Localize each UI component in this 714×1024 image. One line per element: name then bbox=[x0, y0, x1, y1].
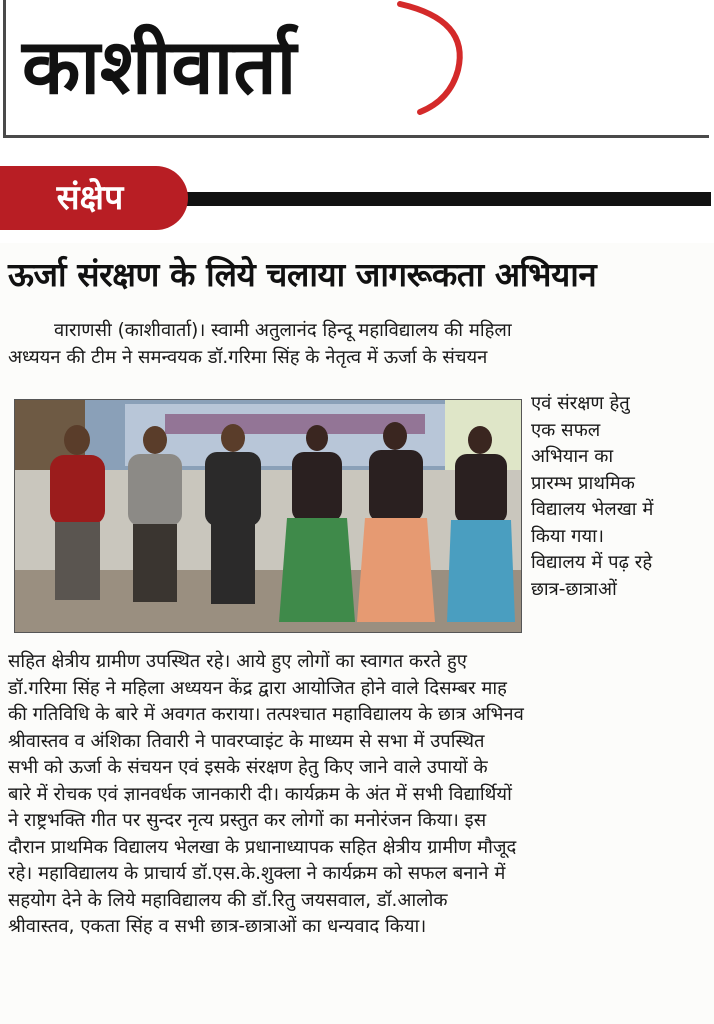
masthead bbox=[0, 0, 714, 145]
body-line: डॉ.गरिमा सिंह ने महिला अध्ययन केंद्र द्वारा आयोजित होने वाले दिसम्बर माह bbox=[8, 677, 507, 699]
section-badge bbox=[0, 166, 188, 230]
intro-line: वाराणसी (काशीवार्ता)। स्वामी अतुलानंद हिन्दू महाविद्यालय की महिला bbox=[54, 320, 512, 341]
article-headline: ऊर्जा संरक्षण के लिये चलाया जागरूकता अभियान bbox=[8, 255, 597, 294]
article bbox=[0, 243, 714, 1024]
side-line: एवं संरक्षण हेतु bbox=[531, 393, 630, 414]
body-line: बारे में रोचक एवं ज्ञानवर्धक जानकारी दी। कार्यक्रम के अंत में सभी विद्यार्थियों bbox=[8, 783, 512, 805]
body-line: श्रीवास्तव व अंशिका तिवारी ने पावरप्वाइंट के माध्यम से सभा में उपस्थित bbox=[8, 730, 485, 752]
section-header bbox=[0, 162, 714, 234]
event-photo bbox=[14, 399, 522, 633]
side-line: विद्यालय में पढ़ रहे bbox=[531, 552, 653, 573]
body-line: दौरान प्राथमिक विद्यालय भेलखा के प्रधानाध्यापक सहित क्षेत्रीय ग्रामीण मौजूद bbox=[8, 836, 517, 858]
body-line: की गतिविधि के बारे में अवगत कराया। तत्पश्चात महाविद्यालय के छात्र अभिनव bbox=[8, 704, 524, 725]
body-line: सहित क्षेत्रीय ग्रामीण उपस्थित रहे। आये हुए लोगों का स्वागत करते हुए bbox=[8, 651, 467, 672]
section-label: संक्षेप bbox=[56, 178, 124, 218]
article-intro bbox=[8, 318, 708, 371]
side-line: प्रारम्भ प्राथमिक bbox=[531, 472, 635, 494]
masthead-arc-icon bbox=[380, 0, 490, 120]
section-rule bbox=[150, 192, 711, 206]
side-line: अभियान का bbox=[531, 446, 614, 467]
body-line: रहे। महाविद्यालय के प्राचार्य डॉ.एस.के.शुक्ला ने कार्यक्रम को सफल बनाने में bbox=[8, 863, 506, 884]
side-line: विद्यालय भेलखा में bbox=[531, 499, 654, 520]
masthead-title: काशीवार्ता bbox=[22, 22, 297, 111]
article-body bbox=[8, 649, 708, 941]
article-side-column bbox=[531, 391, 711, 603]
side-line: छात्र-छात्राओं bbox=[531, 578, 617, 600]
body-line: सभी को ऊर्जा के संचयन एवं इसके संरक्षण हेतु किए जाने वाले उपायों के bbox=[8, 757, 488, 778]
body-line: सहयोग देने के लिये महाविद्यालय की डॉ.रितु जयसवाल, डॉ.आलोक bbox=[8, 889, 448, 911]
side-line: किया गया। bbox=[531, 525, 604, 547]
photo-illustration bbox=[15, 400, 521, 632]
body-line: श्रीवास्तव, एकता सिंह व सभी छात्र-छात्राओं का धन्यवाद किया। bbox=[8, 916, 427, 937]
side-line: एक सफल bbox=[531, 419, 601, 441]
body-line: ने राष्ट्रभक्ति गीत पर सुन्दर नृत्य प्रस्तुत कर लोगों का मनोरंजन किया। इस bbox=[8, 810, 487, 831]
intro-line: अध्ययन की टीम ने समन्वयक डॉ.गरिमा सिंह के नेतृत्व में ऊर्जा के संचयन bbox=[8, 346, 488, 368]
